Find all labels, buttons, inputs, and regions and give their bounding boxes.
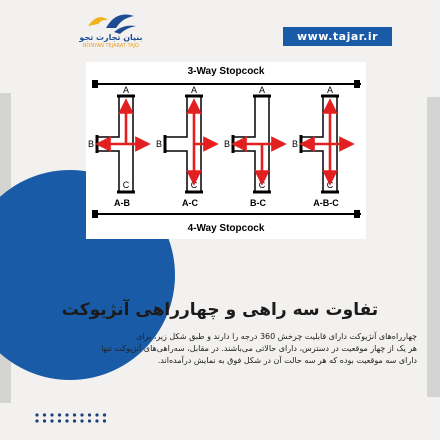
valve-label: A-C	[182, 198, 198, 208]
logo-birds-icon	[84, 10, 140, 34]
body-line: هر یک از چهار موقعیت در دسترس، دارای حالاتی می‌باشند. در مقابل، سه‌راهی‌های آنژیوکت تنها	[101, 344, 417, 353]
port-label-a: A	[190, 85, 198, 95]
decor-dot	[88, 419, 91, 422]
decor-dot	[88, 413, 91, 416]
port-label-a: A	[258, 85, 266, 95]
decor-dot	[103, 413, 106, 416]
valve-a-b	[88, 85, 143, 208]
decor-dot	[65, 419, 68, 422]
diagram-title-top: 3-Way Stopcock	[187, 66, 265, 77]
decor-dot	[50, 419, 53, 422]
port-label-c: C	[122, 180, 130, 190]
logo-name-fa: بنیان تجارت تجو	[79, 33, 143, 42]
logo-name-en: BONYAN TEJARAT TAJO	[83, 43, 139, 49]
decor-dot	[95, 419, 98, 422]
decor-dots	[33, 409, 108, 421]
decor-dot	[80, 413, 83, 416]
decor-dot	[73, 419, 76, 422]
valve-a-b-c	[292, 85, 347, 208]
port-label-c: C	[326, 180, 334, 190]
decor-dot	[50, 413, 53, 416]
valve-label: B-C	[250, 198, 266, 208]
port-label-b: B	[223, 139, 231, 149]
diagram-title-bottom: 4-Way Stopcock	[187, 223, 265, 234]
logo	[84, 10, 140, 34]
decor-dot	[58, 419, 61, 422]
port-label-b: B	[155, 139, 163, 149]
decor-dot	[35, 413, 38, 416]
body-line: دارای سه موقعیت بوده که هر سه حالت آن در شکل فوق به نمایش درآمده‌اند.	[157, 356, 417, 365]
decor-dot	[95, 413, 98, 416]
decor-dot	[80, 419, 83, 422]
decor-dot	[43, 413, 46, 416]
port-label-c: C	[190, 180, 198, 190]
decor-dot	[58, 413, 61, 416]
website-link[interactable]: www.tajar.ir	[283, 27, 392, 46]
body-paragraph	[25, 331, 417, 367]
valve-label: A-B-C	[313, 198, 339, 208]
valve-a-c	[156, 85, 211, 208]
valve-label: A-B	[114, 198, 130, 208]
decor-dot	[103, 419, 106, 422]
decor-stripe-right	[427, 97, 440, 397]
port-label-a: A	[122, 85, 130, 95]
valve-b-c	[224, 85, 279, 208]
port-label-a: A	[326, 85, 334, 95]
stopcock-diagram	[86, 62, 366, 239]
decor-dot	[35, 419, 38, 422]
page-title: تفاوت سه راهی و چهارراهی آنژیوکت	[61, 300, 379, 320]
decor-dot	[65, 413, 68, 416]
body-line: چهارراه‌های آنژیوکت دارای قابلیت چرخش 360 درجه را دارند و طبق شکل زیر، برای	[136, 332, 417, 341]
decor-dot	[43, 419, 46, 422]
decor-dot	[73, 413, 76, 416]
port-label-b: B	[87, 139, 95, 149]
port-label-c: C	[258, 180, 266, 190]
port-label-b: B	[291, 139, 299, 149]
